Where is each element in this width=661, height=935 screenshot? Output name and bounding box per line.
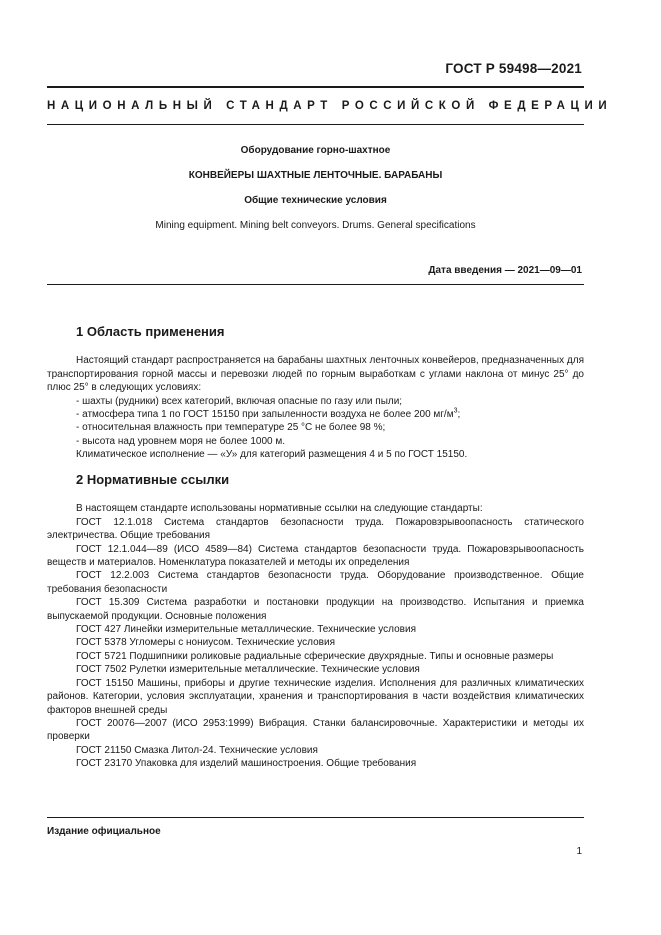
- list-item: - относительная влажность при температуре 25 °С не более 98 %;: [76, 422, 386, 434]
- page-number: 1: [576, 846, 582, 857]
- reference-item: ГОСТ 5721 Подшипники роликовые радиальные сферические двухрядные. Типы и основные размеры: [76, 650, 554, 662]
- superscript: 3: [453, 407, 458, 415]
- reference-item: ГОСТ 23170 Упаковка для изделий машиностроения. Общие требования: [76, 758, 417, 770]
- list-item: - атмосфера типа 1 по ГОСТ 15150 при запыленности воздуха не более 200 $мг/м^3$;: [76, 407, 461, 421]
- reference-item: ГОСТ 7502 Рулетки измерительные металлические. Технические условия: [76, 664, 420, 676]
- footer-rule: [47, 817, 584, 818]
- paragraph: В настоящем стандарте использованы нормативные ссылки на следующие стандарты:: [76, 503, 483, 515]
- section-normative-references: [47, 473, 584, 771]
- header-rule-top: [47, 86, 584, 88]
- paragraph: Настоящий стандарт распространяется на барабаны шахтных ленточных конвейеров, предназначенных для транспортирования горной массы и перевозки людей по горным выработкам с углами наклона от минус 25° до плюс 25° в следующих условиях:: [47, 355, 584, 394]
- reference-item: ГОСТ 12.2.003 Система стандартов безопасности труда. Оборудование производственное. Общие требования безопасности: [47, 570, 584, 595]
- title-main: КОНВЕЙЕРЫ ШАХТНЫЕ ЛЕНТОЧНЫЕ. БАРАБАНЫ: [188, 170, 443, 181]
- paragraph: Климатическое исполнение — «У» для категорий размещения 4 и 5 по ГОСТ 15150.: [76, 449, 468, 461]
- section-title: 2 Нормативные ссылки: [76, 472, 230, 487]
- reference-item: ГОСТ 12.1.044—89 (ИСО 4589—84) Система стандартов безопасности труда. Пожаровзрывоопасность веществ и материалов. Номенклатура показателей и методы их определения: [47, 543, 584, 569]
- reference-item: ГОСТ 20076—2007 (ИСО 2953:1999) Вибрация. Станки балансировочные. Характеристики и методы их проверки: [47, 717, 584, 743]
- reference-item: ГОСТ 5378 Угломеры с нониусом. Технические условия: [76, 637, 335, 649]
- national-standard-title: НАЦИОНАЛЬНЫЙ СТАНДАРТ РОССИЙСКОЙ ФЕДЕРАЦИИ: [47, 100, 613, 112]
- date-rule: [47, 284, 584, 285]
- reference-item: ГОСТ 21150 Смазка Литол-24. Технические условия: [76, 744, 318, 756]
- section-title: 1 Область применения: [76, 324, 225, 339]
- title-english: Mining equipment. Mining belt conveyors. Drums. General specifications: [155, 220, 476, 231]
- official-edition-label: Издание официальное: [47, 826, 161, 837]
- reference-item: ГОСТ 12.1.018 Система стандартов безопасности труда. Пожаровзрывоопасность статического электричества. Общие требования: [47, 516, 584, 542]
- reference-item: ГОСТ 427 Линейки измерительные металлические. Технические условия: [76, 624, 416, 636]
- introduction-date: Дата введения — 2021—09—01: [428, 265, 582, 276]
- title-category: Оборудование горно-шахтное: [240, 145, 391, 156]
- reference-item: ГОСТ 15.309 Система разработки и постановки продукции на производство. Испытания и приемка выпускаемой продукции. Основные положения: [47, 597, 584, 622]
- title-subtitle: Общие технические условия: [244, 195, 387, 206]
- header-rule-bottom: [47, 124, 584, 125]
- list-item: - высота над уровнем моря не более 1000 м.: [76, 435, 286, 447]
- section-scope: [47, 325, 584, 462]
- document-code: ГОСТ Р 59498—2021: [445, 61, 582, 76]
- list-item: - шахты (рудники) всех категорий, включая опасные по газу или пыли;: [76, 395, 403, 407]
- reference-item: ГОСТ 15150 Машины, приборы и другие технические изделия. Исполнения для различных климатических районов. Категории, условия эксплуатации, хранения и транспортирования в части воздействия климатических факторов внешней среды: [47, 677, 584, 716]
